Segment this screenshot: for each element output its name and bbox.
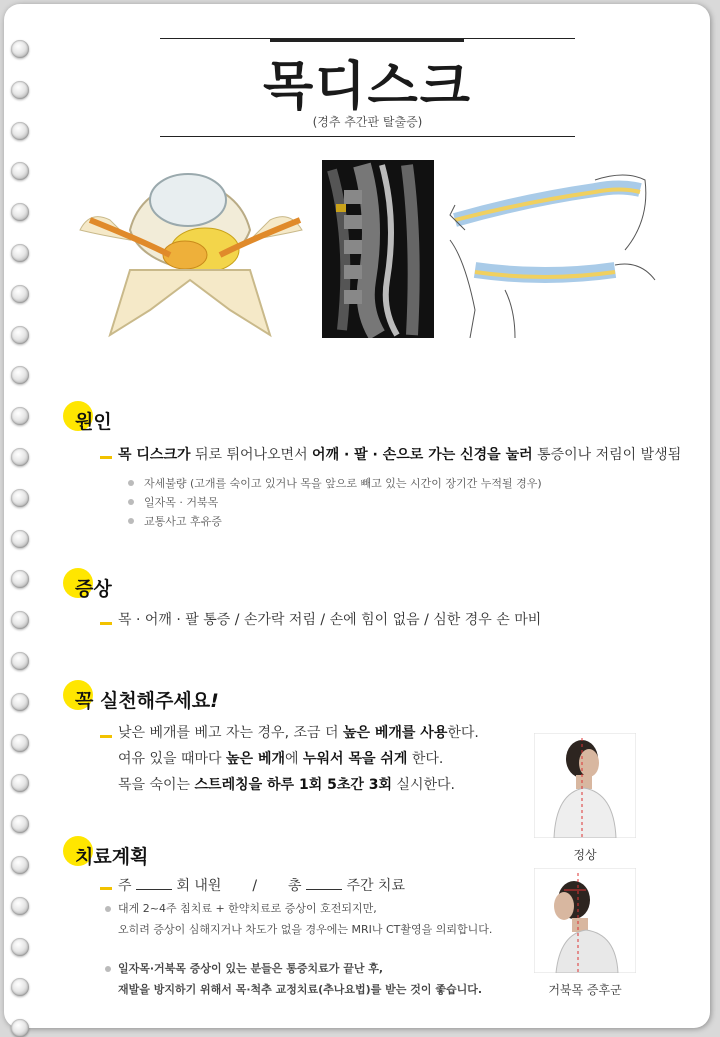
text-segment: 뒤로 튀어나오면서 — [190, 447, 313, 463]
treatment-heading: 치료계획 — [75, 842, 148, 869]
normal-posture-photo — [534, 733, 636, 838]
treatment-plan: 주 회 내원 / 총 주간 치료 — [118, 878, 405, 894]
text-segment: 스트레칭을 하루 1회 5초간 3회 — [194, 777, 393, 793]
text-segment: 에 — [285, 751, 303, 767]
turtle-caption: 거북목 증후군 — [548, 983, 622, 997]
practice-heading-mark: ! — [210, 690, 219, 712]
dash-icon — [100, 887, 112, 890]
binder-hole-icon — [11, 203, 29, 221]
binder-hole-icon — [11, 81, 29, 99]
binder-hole-icon — [11, 122, 29, 140]
binder-hole-icon — [11, 285, 29, 303]
binder-hole-icon — [11, 815, 29, 833]
text-segment: 어깨 · 팔 · 손으로 가는 신경을 눌러 — [312, 447, 533, 463]
text-segment: 한다. — [447, 725, 479, 741]
visit-count-blank[interactable] — [136, 889, 172, 890]
binder-hole-icon — [11, 774, 29, 792]
text-segment: 실시한다. — [392, 777, 456, 793]
text-segment: 여유 있을 때마다 — [118, 751, 227, 767]
binder-hole-icon — [11, 530, 29, 548]
list-item: 자세불량 (고개를 숙이고 있거나 목을 앞으로 빼고 있는 시간이 장기간 누적될 경우) — [128, 475, 542, 494]
binder-hole-icon — [11, 162, 29, 180]
normal-caption: 정상 — [573, 848, 597, 862]
binder-hole-icon — [11, 570, 29, 588]
binder-hole-icon — [11, 693, 29, 711]
symptoms-text: 목 · 어깨 · 팔 통증 / 손가락 저림 / 손에 힘이 없음 / 심한 경우 손 마비 — [118, 612, 542, 628]
list-item: 교통사고 후유증 — [128, 513, 542, 532]
text-segment: 누워서 목을 쉬게 — [303, 751, 408, 767]
text-segment: 높은 베개를 사용 — [342, 725, 448, 741]
title-bottom-rule — [160, 136, 575, 137]
dash-icon — [100, 622, 112, 625]
practice-line — [118, 748, 443, 768]
dash-icon — [100, 735, 112, 738]
binder-hole-icon — [11, 1019, 29, 1037]
list-item: 일자목 · 거북목 — [128, 494, 542, 513]
turtle-neck-photo — [534, 868, 636, 973]
binder-hole-icon — [11, 40, 29, 58]
page-subtitle: (경추 추간판 탈출증) — [312, 115, 423, 129]
page-title: 목디스크 — [263, 57, 472, 117]
text-segment: 낮은 베개를 베고 자는 경우, 조금 더 — [118, 725, 343, 741]
text-segment: 한다. — [407, 751, 444, 767]
arm-nerve-illustration — [445, 160, 660, 338]
binder-hole-icon — [11, 978, 29, 996]
cause-main-text — [118, 444, 681, 464]
bullet-icon — [105, 966, 111, 972]
binder-hole-icon — [11, 652, 29, 670]
treatment-note-1: 대게 2~4주 침치료 + 한약치료로 증상이 호전되지만, 오히려 증상이 심해지거나 차도가 없을 경우에는 MRI나 CT촬영을 의뢰합니다. — [118, 902, 493, 936]
practice-line — [118, 774, 455, 794]
practice-line — [118, 722, 479, 742]
binder-hole-icon — [11, 244, 29, 262]
text-segment: 목 디스크가 — [118, 447, 191, 463]
title-top-bar — [270, 38, 464, 42]
text-segment: 통증이나 저림이 발생됨 — [532, 447, 682, 463]
binder-hole-icon — [11, 366, 29, 384]
binder-holes — [0, 0, 60, 1037]
treatment-note-2: 일자목·거북목 증상이 있는 분들은 통증치료가 끝난 후, 재발을 방지하기 위해서 목·척추 교정치료(추나요법)를 받는 것이 좋습니다. — [118, 962, 482, 996]
binder-hole-icon — [11, 734, 29, 752]
text-segment: 높은 베개 — [226, 751, 286, 767]
text-segment: 목을 숙이는 — [118, 777, 195, 793]
cervical-mri-scan — [322, 160, 434, 338]
cervical-vertebra-illustration — [70, 160, 310, 340]
bullet-icon — [105, 906, 111, 912]
cause-heading: 원인 — [75, 407, 112, 434]
binder-hole-icon — [11, 856, 29, 874]
binder-hole-icon — [11, 448, 29, 466]
binder-hole-icon — [11, 938, 29, 956]
binder-hole-icon — [11, 489, 29, 507]
binder-hole-icon — [11, 897, 29, 915]
binder-hole-icon — [11, 326, 29, 344]
binder-hole-icon — [11, 611, 29, 629]
weeks-blank[interactable] — [306, 889, 342, 890]
symptoms-heading: 증상 — [75, 574, 112, 601]
practice-heading: 꼭 실천해주세요! — [75, 686, 219, 713]
dash-icon — [100, 456, 112, 459]
cause-list — [128, 475, 542, 532]
binder-hole-icon — [11, 407, 29, 425]
